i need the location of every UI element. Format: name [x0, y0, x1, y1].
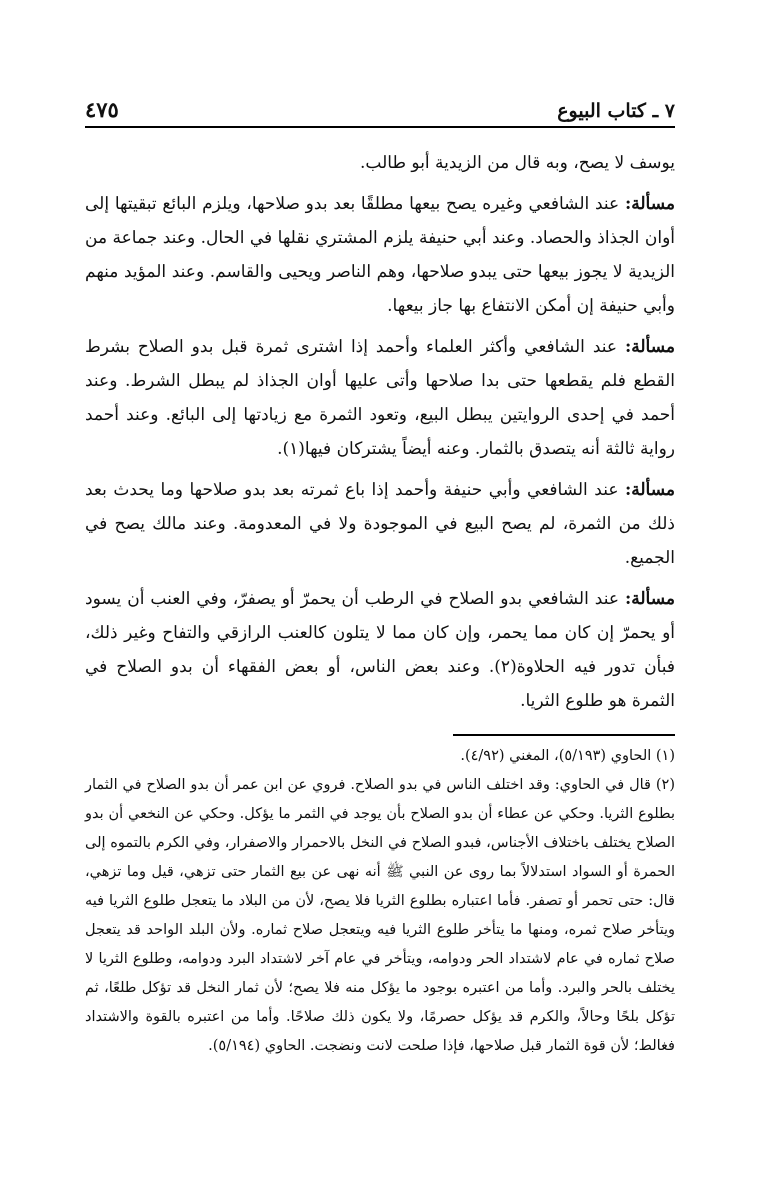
paragraph-text: يوسف لا يصح، وبه قال من الزيدية أبو طالب. — [360, 153, 675, 173]
running-header — [85, 90, 675, 122]
page-number: ٤٧٥ — [85, 97, 119, 122]
masala-term: مسألة: — [624, 589, 675, 609]
paragraph-text: عند الشافعي وأبي حنيفة وأحمد إذا باع ثمرته بعد بدو صلاحها وما يحدث بعد ذلك من الثمرة، لم يصح البيع في الموجودة ولا في المعدومة. وعند مالك يصح في الجميع. — [85, 480, 675, 568]
chapter-title: ٧ ـ كتاب البيوع — [557, 100, 675, 122]
paragraph — [85, 187, 675, 323]
header-rule — [85, 126, 675, 128]
paragraph-text: عند الشافعي بدو الصلاح في الرطب أن يحمرّ أو يصفرّ، وفي العنب أن يسود أو يحمرّ إن كان مما يحمر، وإن كان مما لا يتلون كالعنب الرازقي والتفاح وغير ذلك، فبأن تدور فيه الحلاوة(٢). وعند بعض الناس، أو بعض الفقهاء أن بدو الصلاح في الثمرة هو طلوع الثريا. — [85, 589, 675, 711]
paragraph — [85, 330, 675, 466]
paragraph — [85, 582, 675, 718]
masala-term: مسألة: — [624, 480, 675, 500]
main-text — [85, 146, 675, 718]
footnote: (١) الحاوي (٥/١٩٣)، المغني (٤/٩٢). — [460, 748, 675, 764]
paragraph — [85, 473, 675, 575]
footnote: (٢) قال في الحاوي: وقد اختلف الناس في بدو الصلاح. فروي عن ابن عمر أن بدو الصلاح في الثمار بطلوع الثريا. وحكي عن عطاء أن بدو الصلاح بأن يوجد في الثمر ما يؤكل. وحكي عن النخعي أن بدو الصلاح يختلف باختلاف الأجناس، فبدو الصلاح في النخل بالاحمرار والاصفرار، وفي الكرم بالتموه إلى الحمرة أو السواد استدلالاً بما روى عن النبي ﷺ أنه نهى عن بيع الثمار حتى تزهي، قيل وما تزهي، قال: حتى تحمر أو تصفر. فأما اعتباره بطلوع الثريا فلا يصح، لأن من البلاد ما يتعجل طلوع الثريا فيه ويتأخر صلاح ثمره، ومنها ما يتأخر طلوع الثريا فيه ويتعجل صلاح ثماره. ولأن البلد الواحد قد يتعجل صلاح ثماره في عام لاشتداد الحر ودوامه، ويتأخر في عام آخر لاشتداد البرد ودوامه، وطلوع الثريا لا يختلف بالحر والبرد. وأما من اعتبره بوجود ما يؤكل منه فلا يصح؛ لأن ثمار النخل قد تؤكل طلعًا، ثم تؤكل بلحًا وحالاً، والكرم قد يؤكل حصرمًا، ولا يكون ذلك صلاحًا. وأما من اعتبره بالقوة والاشتداد فغالط؛ لأن قوة الثمار قبل صلاحها، فإذا صلحت لانت ونضجت. الحاوي (٥/١٩٤). — [85, 777, 675, 1054]
footnotes — [85, 742, 675, 1061]
paragraph-text: عند الشافعي وغيره يصح بيعها مطلقًا بعد بدو صلاحها، ويلزم البائع تبقيتها إلى أوان الجذاذ والحصاد. وعند أبي حنيفة يلزم المشتري نقلها في الحال. وعند جماعة من الزيدية لا يجوز بيعها حتى يبدو صلاحها، وهم الناصر ويحيى والقاسم. وعند المؤيد منهم وأبي حنيفة إن أمكن الانتفاع بها جاز بيعها. — [85, 194, 675, 316]
footnote-separator — [453, 734, 675, 736]
paragraph — [85, 146, 675, 180]
masala-term: مسألة: — [624, 194, 675, 214]
masala-term: مسألة: — [624, 337, 675, 357]
paragraph-text: عند الشافعي وأكثر العلماء وأحمد إذا اشترى ثمرة قبل بدو الصلاح بشرط القطع فلم يقطعها حتى بدا صلاحها وأتى عليها أوان الجذاذ لم يبطل الشرط. وعند أحمد في إحدى الروايتين يبطل البيع، وتعود الثمرة مع زيادتها إلى البائع. وعند أحمد رواية ثالثة أنه يتصدق بالثمار. وعنه أيضاً يشتركان فيها(١). — [85, 337, 675, 459]
